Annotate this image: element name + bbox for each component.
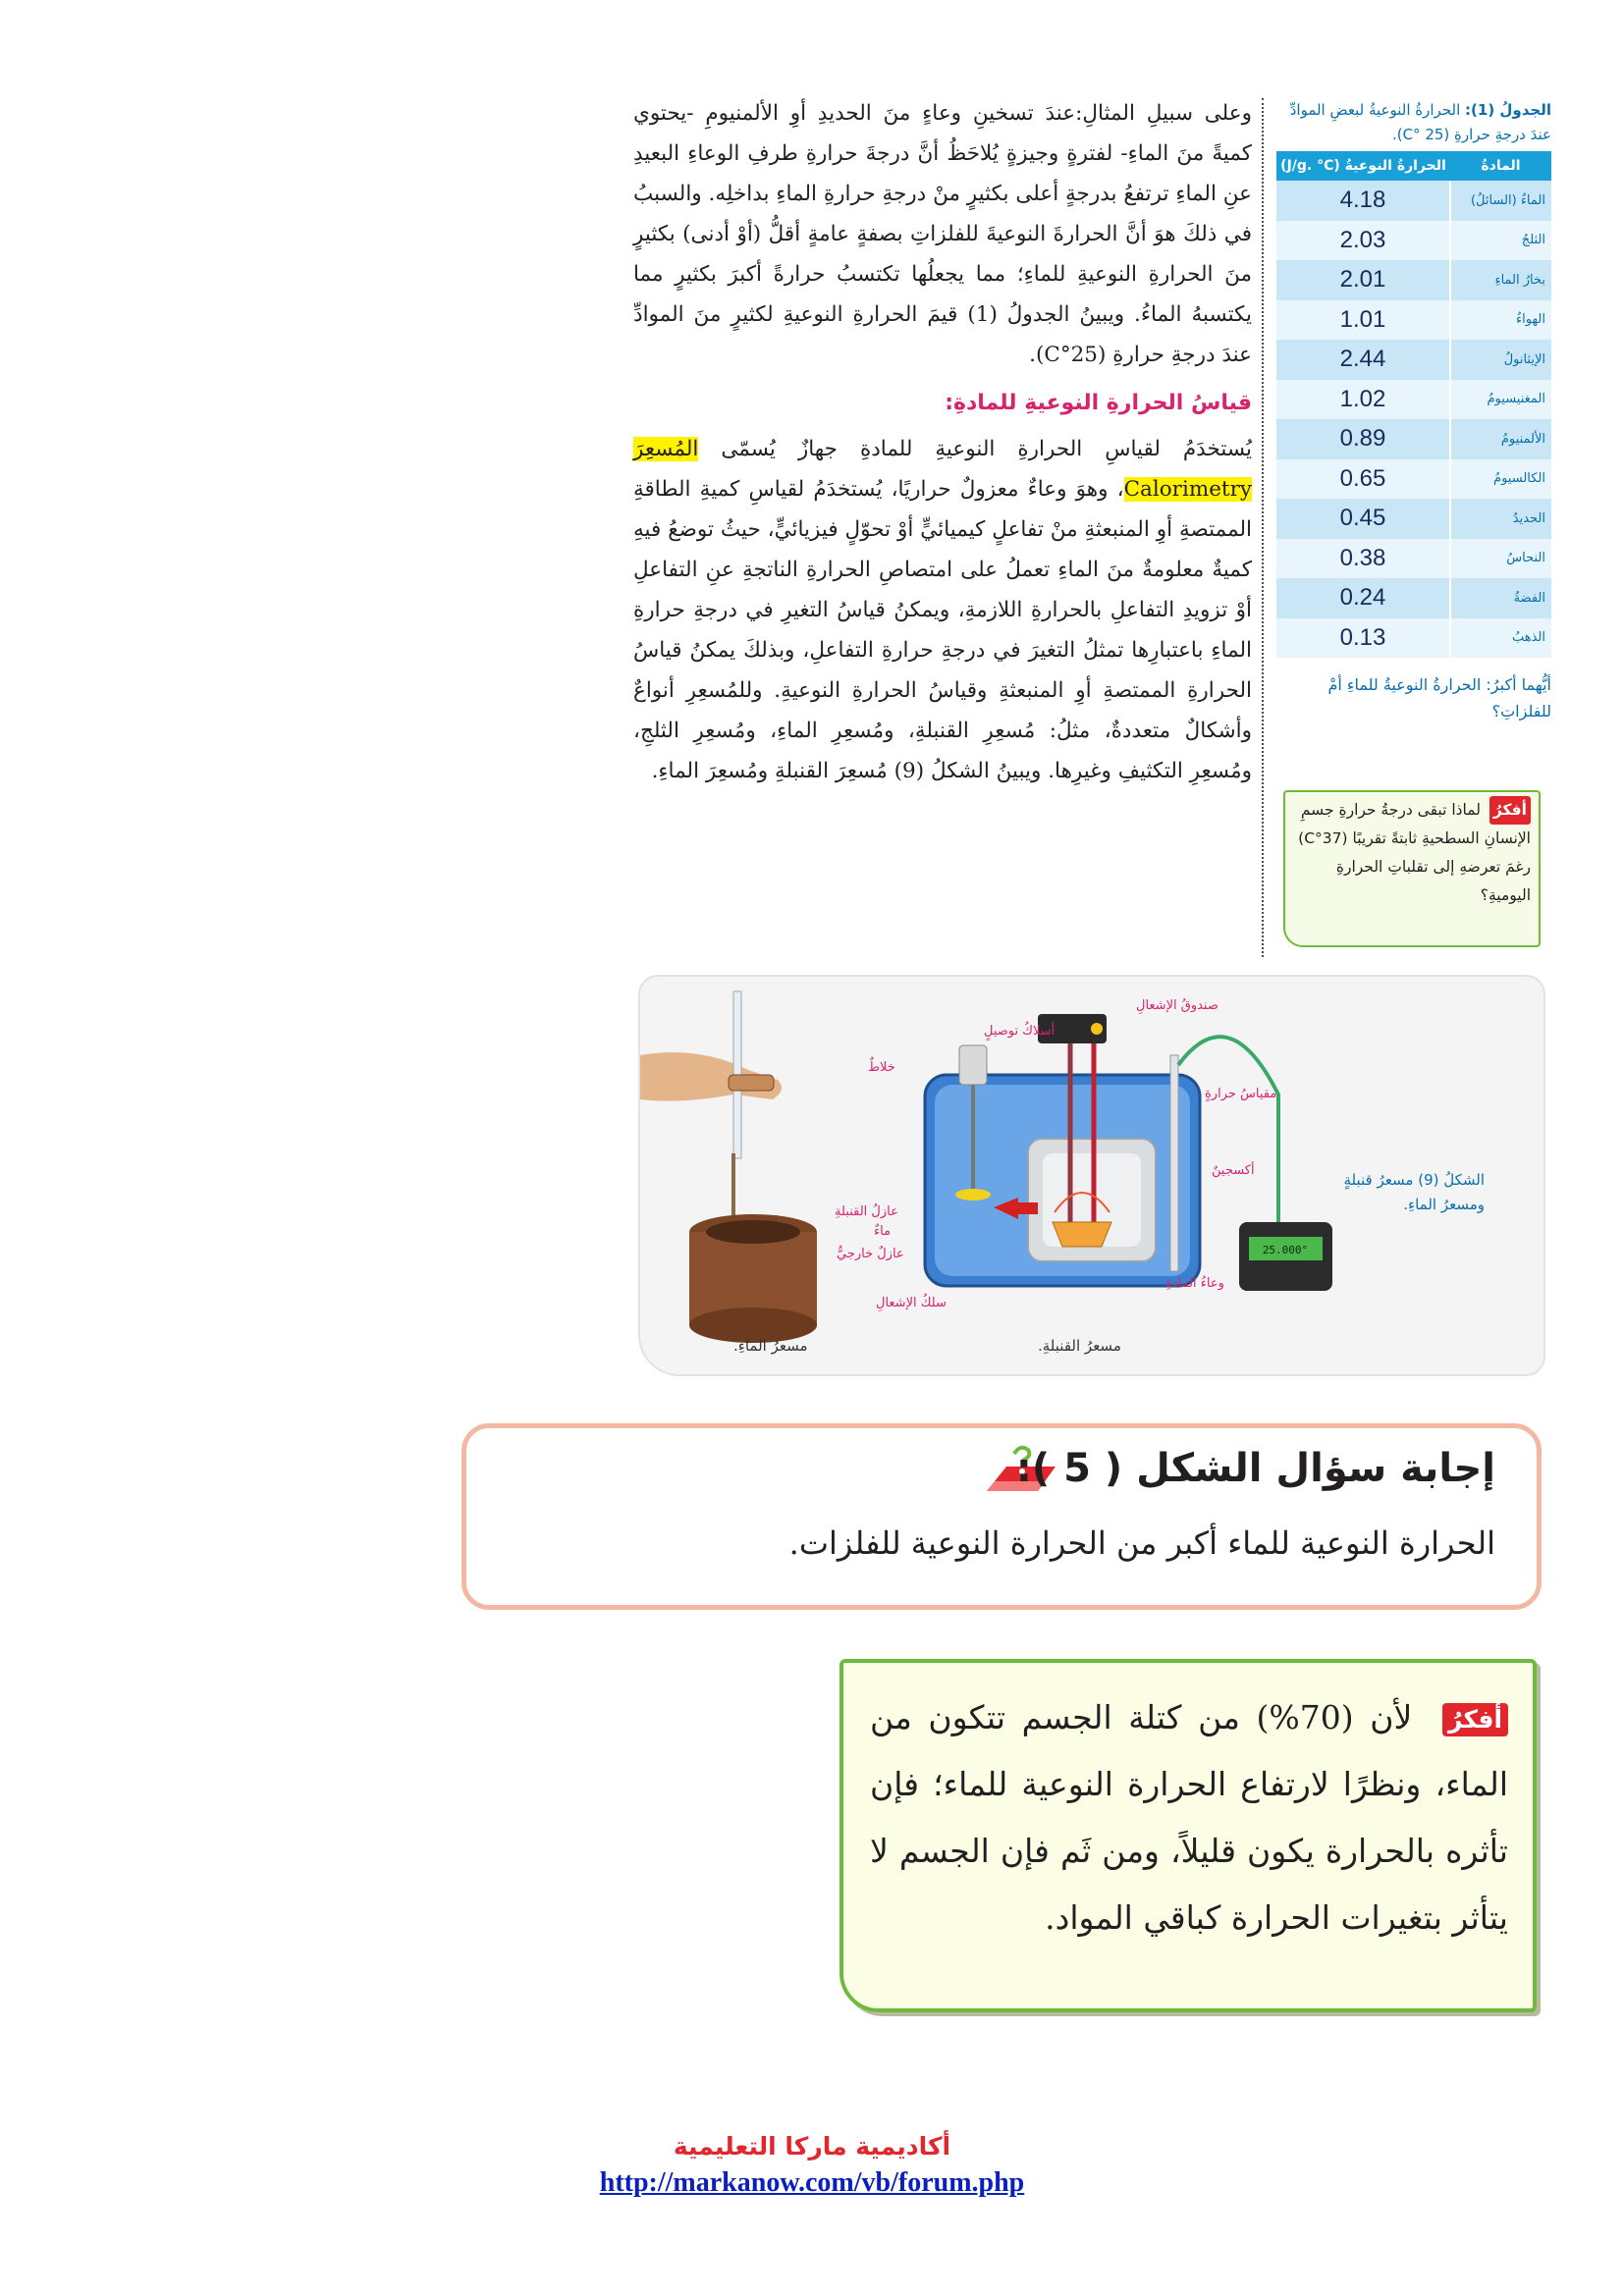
- specific-heat-value: 0.65: [1276, 459, 1450, 500]
- specific-heat-value: 2.44: [1276, 340, 1450, 380]
- table-row: [1276, 181, 1551, 221]
- specific-heat-table: [1276, 151, 1551, 658]
- table-row: [1276, 539, 1551, 579]
- label-ignition-wire: سلكُ الإشعالِ: [876, 1296, 947, 1310]
- label-bomb-calorimeter: مسعرُ القنبلةِ.: [1038, 1337, 1121, 1355]
- think-answer-box: [839, 1659, 1537, 2012]
- table-caption: [1276, 98, 1551, 147]
- label-water-calorimeter: مسعرُ الماءِ.: [733, 1337, 808, 1355]
- table-row: [1276, 221, 1551, 261]
- specific-heat-value: 0.38: [1276, 539, 1450, 579]
- calorimeter-paragraph: [633, 429, 1252, 791]
- material-name: الهواءُ: [1450, 300, 1551, 341]
- table-row: [1276, 300, 1551, 341]
- specific-heat-value: 0.89: [1276, 419, 1450, 459]
- specific-heat-value: 1.02: [1276, 380, 1450, 420]
- material-name: الفضةُ: [1450, 578, 1551, 618]
- material-name: الألمنيومُ: [1450, 419, 1551, 459]
- table-header-value: الحرارةُ النوعيةُ (J/g. °C): [1276, 151, 1450, 181]
- think-answer-content: [870, 1684, 1508, 1951]
- material-name: المغنيسيومُ: [1450, 380, 1551, 420]
- specific-heat-value: 2.01: [1276, 260, 1450, 300]
- figure-caption: الشكلُ (9) مسعرُ قنبلةٍ ومسعرُ الماءِ.: [1343, 1171, 1485, 1213]
- material-name: الإيثانولُ: [1450, 340, 1551, 380]
- label-ignition-box: صندوقُ الإشعالِ: [1136, 998, 1218, 1013]
- material-name: الحديدُ: [1450, 499, 1551, 539]
- specific-heat-value: 0.45: [1276, 499, 1450, 539]
- specific-heat-value: 2.03: [1276, 221, 1450, 261]
- table-body: [1276, 181, 1551, 658]
- side-question: أيُّهما أكبرُ: الحرارةُ النوعيةُ للماءِ أمْ للفلزاتِ؟: [1327, 675, 1551, 721]
- material-name: بخارُ الماءِ: [1450, 260, 1551, 300]
- table-caption-text: الحرارةُ النوعيةُ لبعضِ الموادِّ عندَ درجةِ حرارةِ (25 °C).: [1289, 101, 1551, 143]
- table-row: [1276, 419, 1551, 459]
- label-water: ماءٌ: [874, 1224, 892, 1239]
- think-badge-small: أفكرُ: [1489, 796, 1531, 825]
- calorimeter-paragraph-start: يُستخدَمُ لقياسِ الحرارةِ النوعيةِ للمادةِ جهازٌ يُسمّى: [721, 437, 1253, 461]
- material-name: النحاسُ: [1450, 539, 1551, 579]
- answer-title: إجابة سؤال الشكل ( 5 ):: [1015, 1446, 1495, 1491]
- intro-paragraph: وعلى سبيلِ المثالِ:عندَ تسخينِ وعاءٍ منَ الحديدِ أوِ الألمنيومِ -يحتوي كميةً منَ الماءِ- لفترةٍ وجيزةٍ يُلاحَظُ أنَّ درجةَ حرارةِ طرفِ الوعاءِ البعيدِ عنِ الماءِ ترتفعُ بدرجةٍ أعلى بكثيرٍ منْ درجةِ حرارةِ الماءِ بداخلِه. والسببُ في ذلكَ هوَ أنَّ الحرارةَ النوعيةَ للفلزاتِ بصفةٍ عامةٍ أقلُّ (أوْ أدنى) بكثيرٍ منَ الحرارةِ النوعيةِ للماءِ؛ مما يجعلُها تكتسبُ حرارةً أكبرَ بكثيرٍ مما يكتسبهُ الماءُ. ويبينُ الجدولُ (1) قيمَ الحرارةِ النوعيةِ لكثيرٍ منَ الموادِّ عندَ درجةِ حرارةِ (25°C).: [633, 101, 1252, 367]
- side-panel: [1276, 98, 1551, 724]
- label-oxygen: أكسجينٌ: [1212, 1163, 1255, 1178]
- label-stirrer: خلاطٌ: [868, 1060, 895, 1075]
- column-divider: [1262, 98, 1264, 957]
- think-question-text: لماذا تبقى درجةُ حرارةِ جسمِ الإنسانِ السطحيةِ ثابتةً تقريبًا (37°C) رغمَ تعرضهِ إلى تقلباتِ الحرارةِ اليوميةِ؟: [1298, 801, 1531, 904]
- footer-link[interactable]: http://markanow.com/vb/forum.php: [599, 2167, 1025, 2198]
- material-name: الكالسيومُ: [1450, 459, 1551, 500]
- footer-academy-name: أكاديمية ماركا التعليمية: [673, 2132, 951, 2161]
- think-answer-text: لأن (70%) من كتلة الجسم تتكون من الماء، ونظرًا لارتفاع الحرارة النوعية للماء؛ فإن تأثره بالحرارة يكون قليلاً، ومن ثَم فإن الجسم لا يتأثر بتغيرات الحرارة كباقي المواد.: [870, 1698, 1508, 1937]
- table-row: [1276, 618, 1551, 659]
- table-row: [1276, 260, 1551, 300]
- section-subheading: قياسُ الحرارةِ النوعيةِ للمادةِ:: [945, 391, 1252, 415]
- label-thermometer: مقياسُ حرارةٍ: [1205, 1087, 1277, 1101]
- table-row: [1276, 499, 1551, 539]
- calorimeter-paragraph-rest: ، وهوَ وعاءٌ معزولٌ حراريًا، يُستخدَمُ لقياسِ كميةِ الطاقةِ الممتصةِ أوِ المنبعثةِ منْ تفاعلٍ كيميائيٍّ أوْ تحوّلٍ فيزيائيٍّ، حيثُ توضعُ فيهِ كميةٌ معلومةٌ منَ الماءِ تعملُ على امتصاصِ الحرارةِ الناتجةِ عنِ التفاعلِ أوْ تزويدِ التفاعلِ بالحرارةِ اللازمةِ، ويمكنُ قياسُ التغيرِ في درجةِ حرارةِ الماءِ باعتبارِها تمثلُ التغيرَ في درجةِ حرارةِ التفاعلِ، وبذلكَ يمكنُ قياسُ الحرارةِ الممتصةِ أوِ المنبعثةِ وقياسُ الحرارةِ النوعيةِ. وللمُسعِرِ أنواعٌ وأشكالٌ متعددةٌ، مثلُ: مُسعِرِ القنبلةِ، ومُسعِرِ الماءِ، ومُسعِرِ الثلجِ، ومُسعِرِ التكثيفِ وغيرِها. ويبينُ الشكلُ (9) مُسعِرَ القنبلةِ ومُسعِرَ الماءِ.: [633, 477, 1252, 783]
- specific-heat-value: 0.13: [1276, 618, 1450, 659]
- table-header-material: المادةُ: [1450, 151, 1551, 181]
- table-caption-label: الجدولُ (1):: [1465, 101, 1551, 119]
- label-sample-container: وعاءُ المادةِ: [1165, 1276, 1224, 1291]
- material-name: الذهبُ: [1450, 618, 1551, 659]
- think-box-small: [1283, 790, 1541, 947]
- material-name: الماءُ (السائلُ): [1450, 181, 1551, 221]
- label-wires: أسلاكُ توصيلٍ: [984, 1024, 1056, 1039]
- specific-heat-value: 4.18: [1276, 181, 1450, 221]
- display-reading: 25.000°: [1262, 1244, 1309, 1256]
- material-name: الثلجُ: [1450, 221, 1551, 261]
- main-text-column: [633, 93, 1252, 791]
- label-outer-insulator: عازلٌ خارجيٌّ: [837, 1247, 904, 1261]
- calorimeter-figure: [640, 977, 1543, 1374]
- think-badge-large: أفكرُ: [1442, 1703, 1508, 1736]
- table-row: [1276, 380, 1551, 420]
- table-row: [1276, 459, 1551, 500]
- table-row: [1276, 578, 1551, 618]
- answer-text: الحرارة النوعية للماء أكبر من الحرارة النوعية للفلزات.: [788, 1524, 1495, 1562]
- label-bomb-insulator: عازلُ القنبلةِ: [835, 1204, 898, 1219]
- highlighted-term: المُسعِرَ Calorimetry: [633, 437, 1252, 502]
- table-row: [1276, 340, 1551, 380]
- answer-box: [461, 1423, 1542, 1610]
- specific-heat-value: 1.01: [1276, 300, 1450, 341]
- specific-heat-value: 0.24: [1276, 578, 1450, 618]
